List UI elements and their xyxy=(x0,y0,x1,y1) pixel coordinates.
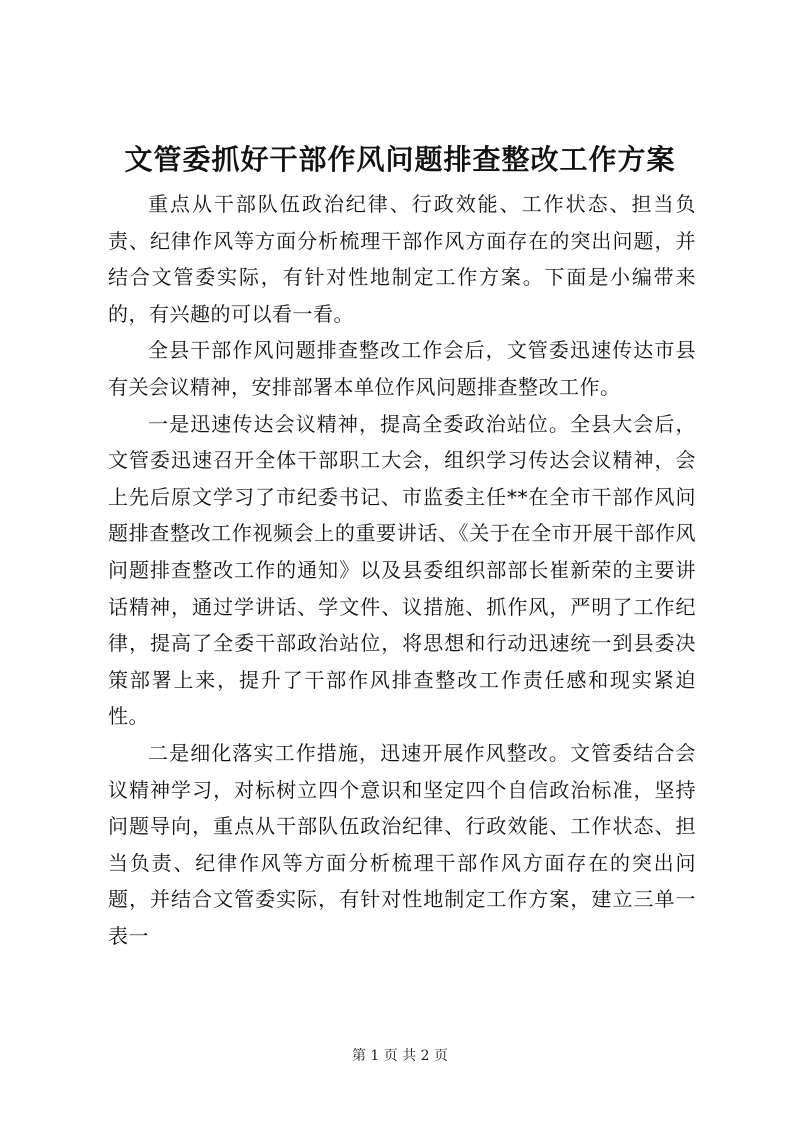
paragraph-meeting: 全县干部作风问题排查整改工作会后，文管委迅速传达市县有关会议精神，安排部署本单位作风问题排查整改工作。 xyxy=(108,338,696,399)
document-title: 文管委抓好干部作风问题排查整改工作方案 xyxy=(124,143,676,176)
paragraph-intro: 重点从干部队伍政治纪律、行政效能、工作状态、担当负责、纪律作风等方面分析梳理干部作风方面存在的突出问题，并结合文管委实际，有针对性地制定工作方案。下面是小编带来的，有兴趣的可以看一看。 xyxy=(108,192,696,326)
document-body xyxy=(108,186,696,954)
page-number-footer: 第 1 页 共 2 页 xyxy=(351,1048,449,1064)
paragraph-point-one: 一是迅速传达会议精神，提高全委政治站位。全县大会后，文管委迅速召开全体干部职工大会，组织学习传达会议精神，会上先后原文学习了市纪委书记、市监委主任**在全市干部作风问题排查整改工作视频会上的重要讲话、《关于在全市开展干部作风问题排查整改工作的通知》以及县委组织部部长崔新荣的主要讲话精神，通过学讲话、学文件、议措施、抓作风，严明了工作纪律，提高了全委干部政治站位，将思想和行动迅速统一到县委决策部署上来，提升了干部作风排查整改工作责任感和现实紧迫性。 xyxy=(108,411,696,729)
paragraph-point-two: 二是细化落实工作措施，迅速开展作风整改。文管委结合会议精神学习，对标树立四个意识和坚定四个自信政治标准，坚持问题导向，重点从干部队伍政治纪律、行政效能、工作状态、担当负责、纪律作风等方面分析梳理干部作风方面存在的突出问题，并结合文管委实际，有针对性地制定工作方案，建立三单一表一 xyxy=(108,740,696,948)
